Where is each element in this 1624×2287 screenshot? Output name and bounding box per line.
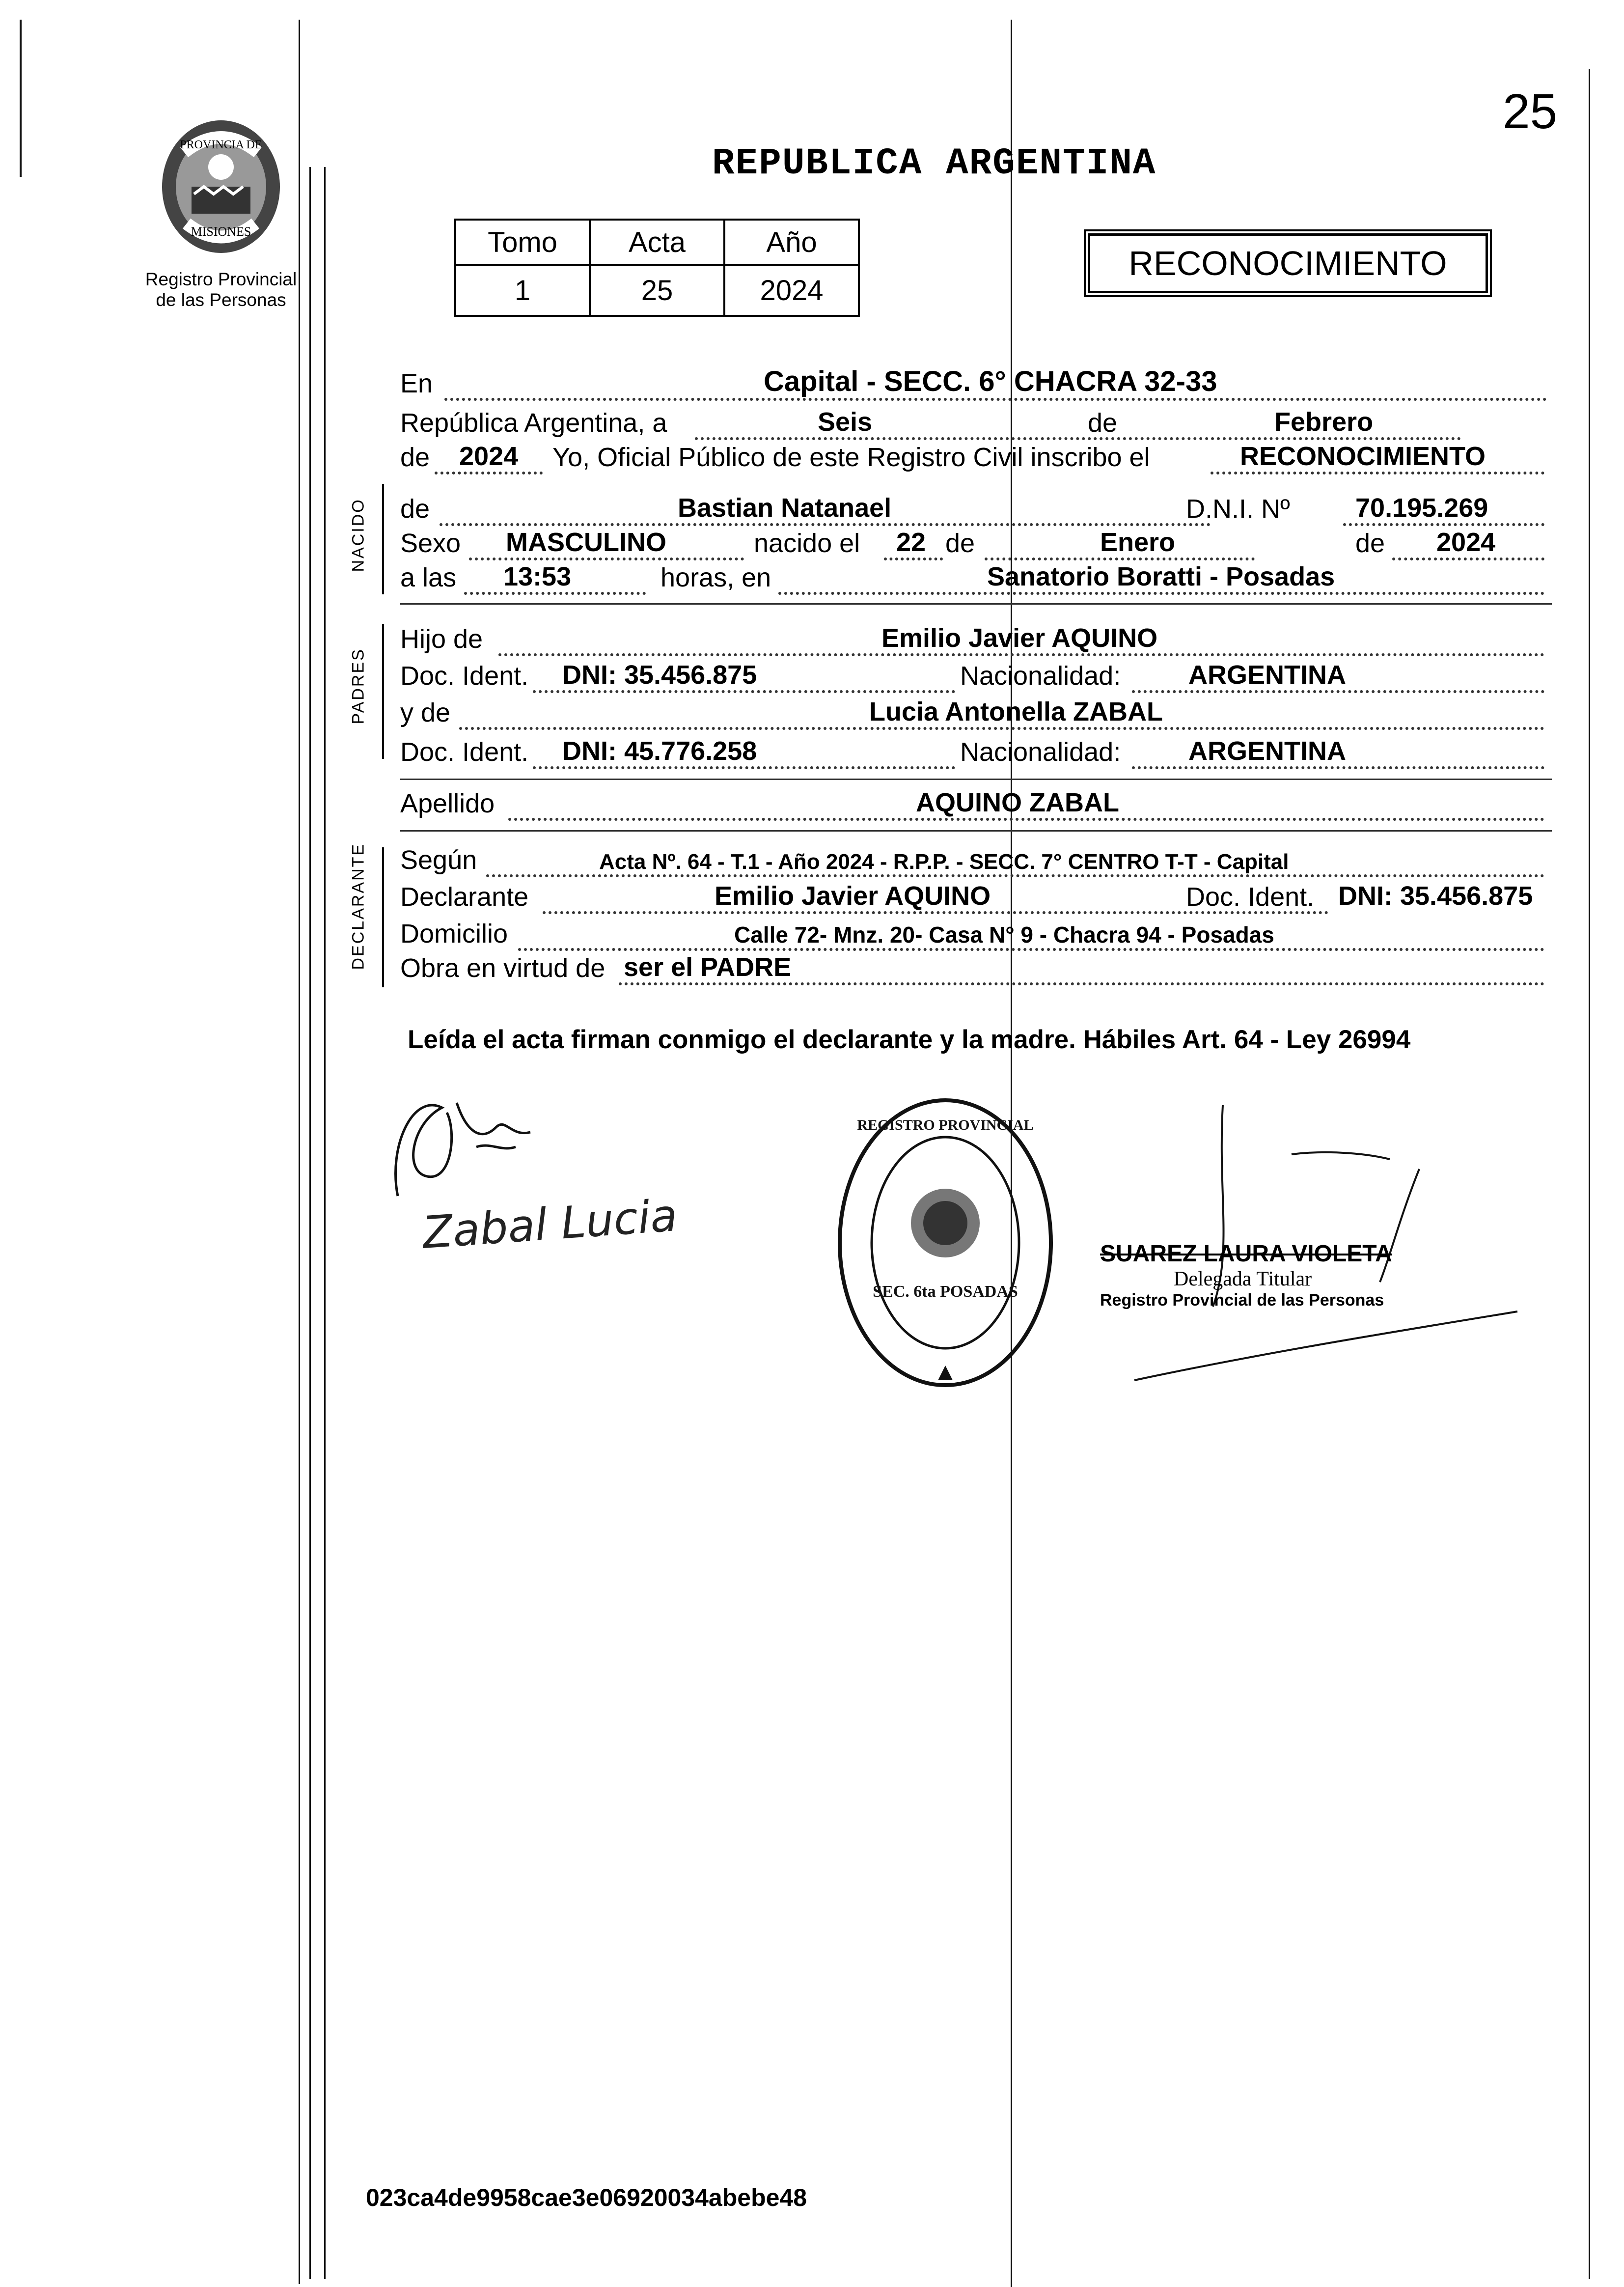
row-domicilio [400,919,1552,954]
label-nacionalidad: Nacionalidad: [960,661,1121,691]
label-de: de [1088,408,1118,438]
label-domicilio: Domicilio [400,919,508,948]
dotted-line [778,592,1544,595]
dotted-line [518,948,1544,951]
svg-text:SEC. 6ta POSADAS: SEC. 6ta POSADAS [873,1283,1018,1301]
row-segun [400,845,1552,880]
row-declarante [400,882,1552,917]
madre-signature: Zabal Lucia [420,1190,679,1259]
row-sexo [400,528,1552,563]
section-label-padres: PADRES [349,648,368,725]
dotted-line [486,874,1544,877]
dotted-line [884,558,943,560]
label-oficial-publico: Yo, Oficial Público de este Registro Civil inscribo el [552,443,1150,472]
section-rule [400,603,1552,605]
declarante-signature [383,1073,550,1221]
emblem-top-text: PROVINCIA DE [180,139,262,151]
official-name: SUAREZ LAURA VIOLETA [1100,1241,1392,1267]
label-en: En [400,369,433,398]
handwritten-signature-icon [383,1073,550,1221]
label-doc-ident: Doc. Ident. [400,737,529,767]
dotted-line [619,982,1544,985]
value-apellido: AQUINO ZABAL [916,788,1119,817]
dotted-line [985,558,1255,560]
header-title: REPUBLICA ARGENTINA [712,142,1156,185]
dotted-line [459,727,1544,730]
label-a-las: a las [400,563,457,592]
margin-line-3 [324,167,326,2279]
official-org: Registro Provincial de las Personas [1100,1291,1384,1310]
row-apellido [400,788,1552,824]
row-padre-doc [400,661,1552,696]
dotted-line [464,592,646,595]
official-seal [832,1090,1058,1395]
margin-line-1 [299,20,300,2284]
dotted-line [508,818,1544,821]
value-obra: ser el PADRE [624,952,792,982]
registry-table-value-row [455,265,859,316]
logo-caption-line2: de las Personas [156,290,286,310]
right-margin-line [1589,69,1590,2279]
margin-line-2 [309,167,311,2279]
label-y-de: y de [400,698,451,727]
registry-header-anio: Año [724,220,859,265]
label-obra-en-virtud: Obra en virtud de [400,953,606,983]
province-emblem [147,113,295,260]
value-lugar-inscripcion: Capital - SECC. 6° CHACRA 32-33 [764,365,1217,397]
dotted-line [1343,523,1544,526]
row-anio [400,442,1552,477]
row-madre-doc [400,737,1552,772]
document-type-box: RECONOCIMIENTO [1088,233,1488,293]
value-madre-doc: DNI: 45.776.258 [562,736,757,766]
dotted-line [1211,472,1544,474]
value-nombre-nacido: Bastian Natanael [678,493,892,523]
value-lugar-nacimiento: Sanatorio Boratti - Posadas [987,562,1335,591]
row-en [400,365,1552,404]
value-sexo: MASCULINO [506,528,666,557]
registry-seal-icon [832,1090,1058,1395]
label-de: de [945,529,975,558]
value-domicilio: Calle 72- Mnz. 20- Casa N° 9 - Chacra 94 - Posadas [734,922,1274,948]
value-padre-nacionalidad: ARGENTINA [1188,660,1346,690]
label-doc-ident: Doc. Ident. [1186,882,1315,912]
logo-caption [128,269,314,310]
row-nombre [400,494,1552,529]
label-de: de [1355,529,1385,558]
registry-header-tomo: Tomo [455,220,590,265]
value-segun: Acta Nº. 64 - T.1 - Año 2024 - R.P.P. - SECC. 7° CENTRO T-T - Capital [599,850,1289,874]
label-de: de [400,443,430,472]
value-padre: Emilio Javier AQUINO [881,623,1158,653]
registry-value-tomo: 1 [455,265,590,316]
dotted-line [498,653,1544,656]
label-de: de [400,494,430,524]
value-anio-nacimiento: 2024 [1436,528,1496,557]
dotted-line [469,558,744,560]
section-bar-padres [382,624,384,759]
dotted-line [444,398,1547,401]
label-apellido: Apellido [400,789,495,818]
value-madre-nacionalidad: ARGENTINA [1188,736,1346,766]
value-hora: 13:53 [503,562,572,591]
value-tipo-inscripcion: RECONOCIMIENTO [1240,442,1486,471]
label-declarante: Declarante [400,882,529,912]
row-padre [400,624,1552,659]
value-dni-nacido: 70.195.269 [1355,493,1488,523]
value-declarante: Emilio Javier AQUINO [715,881,991,911]
value-dia-inscripcion: Seis [818,407,873,437]
label-segun: Según [400,845,477,875]
dotted-line [1392,558,1544,560]
label-sexo: Sexo [400,529,461,558]
value-madre: Lucia Antonella ZABAL [869,697,1163,726]
row-madre [400,697,1552,733]
row-obra [400,953,1552,988]
label-nacionalidad: Nacionalidad: [960,737,1121,767]
closing-note: Leída el acta firman conmigo el declarante y la madre. Hábiles Art. 64 - Ley 26994 [408,1025,1411,1054]
dotted-line [435,472,543,474]
registry-table-header-row [455,220,859,265]
section-label-declarante: DECLARANTE [349,842,368,970]
value-padre-doc: DNI: 35.456.875 [562,660,757,690]
label-hijo-de: Hijo de [400,624,483,654]
row-fecha [400,408,1552,443]
dotted-line [1132,766,1544,769]
value-dia-nacimiento: 22 [896,528,926,557]
page-number: 25 [1503,84,1558,139]
label-dni: D.N.I. Nº [1186,494,1290,524]
document-hash: 023ca4de9958cae3e06920034abebe48 [366,2184,807,2211]
svg-text:REGISTRO PROVINCIAL: REGISTRO PROVINCIAL [857,1117,1034,1133]
dotted-line [533,690,955,693]
label-nacido-el: nacido el [754,529,860,558]
official-stamp [1100,1240,1444,1310]
dotted-line [695,437,1461,440]
emblem-bottom-text: MISIONES [191,224,251,239]
scan-line-left [20,20,22,177]
section-label-nacido: NACIDO [349,498,368,572]
section-bar-declarante [382,847,384,987]
dotted-line [440,523,1211,526]
value-declarante-doc: DNI: 35.456.875 [1338,881,1533,911]
label-horas-en: horas, en [661,563,771,592]
logo-caption-line1: Registro Provincial [145,269,297,289]
registry-header-acta: Acta [590,220,724,265]
value-mes-inscripcion: Febrero [1274,407,1374,437]
registry-value-acta: 25 [590,265,724,316]
label-republica: República Argentina, a [400,408,667,438]
provincia-de-misiones-shield-icon [147,113,295,260]
value-mes-nacimiento: Enero [1100,528,1176,557]
dotted-line [533,766,955,769]
label-doc-ident: Doc. Ident. [400,661,529,691]
section-bar-nacido [382,484,384,594]
section-rule [400,830,1552,832]
value-anio-inscripcion: 2024 [459,442,519,471]
registry-table [454,219,860,317]
official-role: Delegada Titular [1174,1268,1312,1290]
registry-value-anio: 2024 [724,265,859,316]
row-hora [400,562,1552,598]
dotted-line [1132,690,1544,693]
section-rule [400,779,1552,780]
